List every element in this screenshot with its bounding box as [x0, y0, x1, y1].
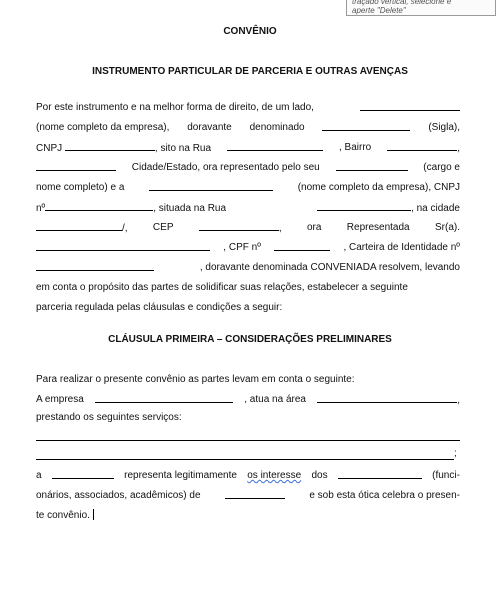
blank-field — [338, 470, 422, 479]
p1-line-7: /, CEP , ora Representada Sr(a). — [36, 222, 460, 235]
p1-line-2: (nome completo da empresa), doravante denominado (Sigla), — [36, 122, 460, 133]
blank-field — [199, 222, 279, 231]
blank-field — [36, 451, 454, 460]
blank-field — [45, 202, 153, 211]
blank-field — [95, 394, 233, 403]
blank-field — [225, 490, 285, 499]
p1-line-5: nome completo) e a (nome completo da empresa), CNPJ — [36, 182, 460, 193]
document-title: CONVÊNIO — [223, 26, 277, 37]
p1-line-1: Por este instrumento e na melhor forma de direito, de um lado, — [36, 102, 460, 114]
p1-line-8: , CPF nº , Carteira de Identidade nº — [36, 242, 460, 254]
blank-field — [317, 202, 411, 211]
tooltip-line-1: traçado vertical, selecione e — [352, 0, 452, 6]
p2-line-8: te convênio. — [36, 509, 460, 522]
blank-field — [36, 222, 122, 231]
p1-line-10: em conta o propósito das partes de solidificar suas relações, estabelecer a seguinte — [36, 282, 408, 293]
p1-line-6: nº , situada na Rua , na cidade — [36, 203, 460, 214]
blank-field — [36, 262, 154, 271]
blank-field — [149, 182, 273, 191]
p2-line-3: prestando os seguintes serviços: — [36, 412, 182, 423]
document-subtitle: INSTRUMENTO PARTICULAR DE PARCERIA E OUTRAS AVENÇAS — [92, 66, 408, 77]
clause-1-title: CLÁUSULA PRIMEIRA – CONSIDERAÇÕES PRELIMINARES — [108, 334, 392, 345]
p2-line-2: A empresa , atua na área , — [36, 394, 460, 406]
tooltip — [346, 0, 496, 16]
p2-line-5: ; — [36, 448, 460, 460]
blank-field — [36, 242, 210, 251]
blank-field — [360, 102, 460, 111]
text-cursor — [93, 509, 94, 520]
blank-field — [65, 142, 155, 151]
p2-line-6: a representa legitimamente os interesse dos (funci- — [36, 470, 460, 481]
blank-field — [227, 142, 323, 151]
blank-field — [387, 142, 457, 151]
blank-field — [52, 470, 114, 479]
p1-line-3: CNPJ , sito na Rua , Bairro , — [36, 142, 460, 154]
p2-line-7: onários, associados, acadêmicos) de e sob esta ótica celebra o presen- — [36, 490, 460, 501]
p1-line-9: , doravante denominada CONVENIADA resolvem, levando — [36, 262, 460, 274]
blank-field — [336, 162, 408, 171]
blank-field — [317, 394, 457, 403]
blank-field — [36, 162, 116, 171]
p2-line-1: Para realizar o presente convênio as partes levam em conta o seguinte: — [36, 374, 355, 385]
blank-field — [274, 242, 330, 251]
blank-line — [36, 440, 460, 441]
p1-line-4: Cidade/Estado, ora representado pelo seu (cargo e — [36, 162, 460, 174]
p1-line-11: parceria regulada pelas cláusulas e condições a seguir: — [36, 302, 283, 313]
blank-field — [322, 122, 410, 131]
tooltip-line-2: aperte "Delete" — [352, 6, 406, 15]
